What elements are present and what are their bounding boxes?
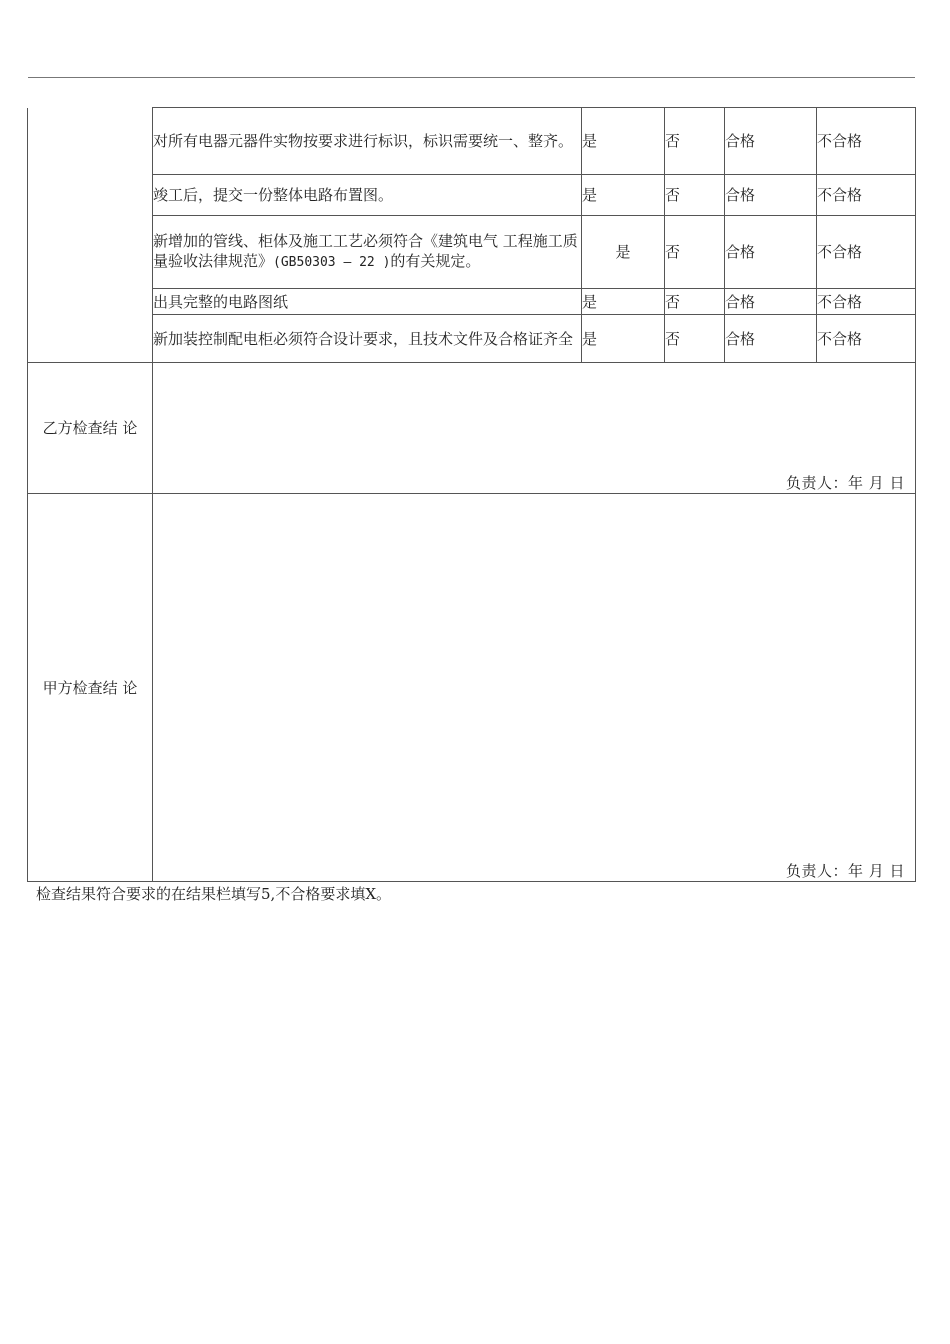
table-row: [28, 216, 916, 289]
requirement-text-end: 的有关规定。: [390, 252, 481, 270]
fail-option[interactable]: 不合格: [817, 216, 916, 289]
pass-option[interactable]: 合格: [725, 175, 817, 216]
party-b-label: 乙方检查结 论: [28, 363, 153, 494]
yes-option[interactable]: 是: [582, 108, 665, 175]
requirement-cell: 新加装控制配电柜必须符合设计要求，且技术文件及合格证齐全: [153, 315, 582, 363]
pass-option[interactable]: 合格: [725, 108, 817, 175]
no-option[interactable]: 否: [665, 216, 725, 289]
footnote: 检查结果符合要求的在结果栏填写5,不合格要求填X。: [36, 885, 391, 903]
requirement-cell: 对所有电器元器件实物按要求进行标识，标识需要统一、整齐。: [153, 108, 582, 175]
table-row: [28, 175, 916, 216]
party-a-conclusion-field[interactable]: [153, 494, 916, 882]
no-option[interactable]: 否: [665, 289, 725, 315]
category-cell: [28, 108, 153, 363]
fail-option[interactable]: 不合格: [817, 289, 916, 315]
table-row: [28, 289, 916, 315]
yes-option[interactable]: 是: [582, 315, 665, 363]
party-b-conclusion-row: [28, 363, 916, 494]
no-option[interactable]: 否: [665, 315, 725, 363]
party-b-signature: 负责人：年 月 日: [785, 474, 905, 492]
fail-option[interactable]: 不合格: [817, 108, 916, 175]
pass-option[interactable]: 合格: [725, 216, 817, 289]
party-a-conclusion-row: [28, 494, 916, 882]
fail-option[interactable]: 不合格: [817, 315, 916, 363]
standard-code: (GB50303 — 22 ): [273, 255, 391, 270]
requirement-cell: [153, 216, 582, 289]
table-row: [28, 108, 916, 175]
no-option[interactable]: 否: [665, 175, 725, 216]
yes-option[interactable]: 是: [582, 175, 665, 216]
inspection-table: [27, 107, 916, 882]
yes-option[interactable]: 是: [582, 216, 665, 289]
party-b-conclusion-field[interactable]: [153, 363, 916, 494]
yes-option[interactable]: 是: [582, 289, 665, 315]
pass-option[interactable]: 合格: [725, 315, 817, 363]
party-a-signature: 负责人：年 月 日: [785, 862, 905, 880]
requirement-text: 新增加的管线、柜体及施工工艺必须符合《建筑电气 工程施工质量验收法律规范》: [153, 232, 578, 270]
requirement-cell: 竣工后，提交一份整体电路布置图。: [153, 175, 582, 216]
header-rule: [28, 77, 915, 78]
party-a-label: 甲方检查结 论: [28, 494, 153, 882]
table-row: [28, 315, 916, 363]
requirement-cell: 出具完整的电路图纸: [153, 289, 582, 315]
fail-option[interactable]: 不合格: [817, 175, 916, 216]
no-option[interactable]: 否: [665, 108, 725, 175]
pass-option[interactable]: 合格: [725, 289, 817, 315]
